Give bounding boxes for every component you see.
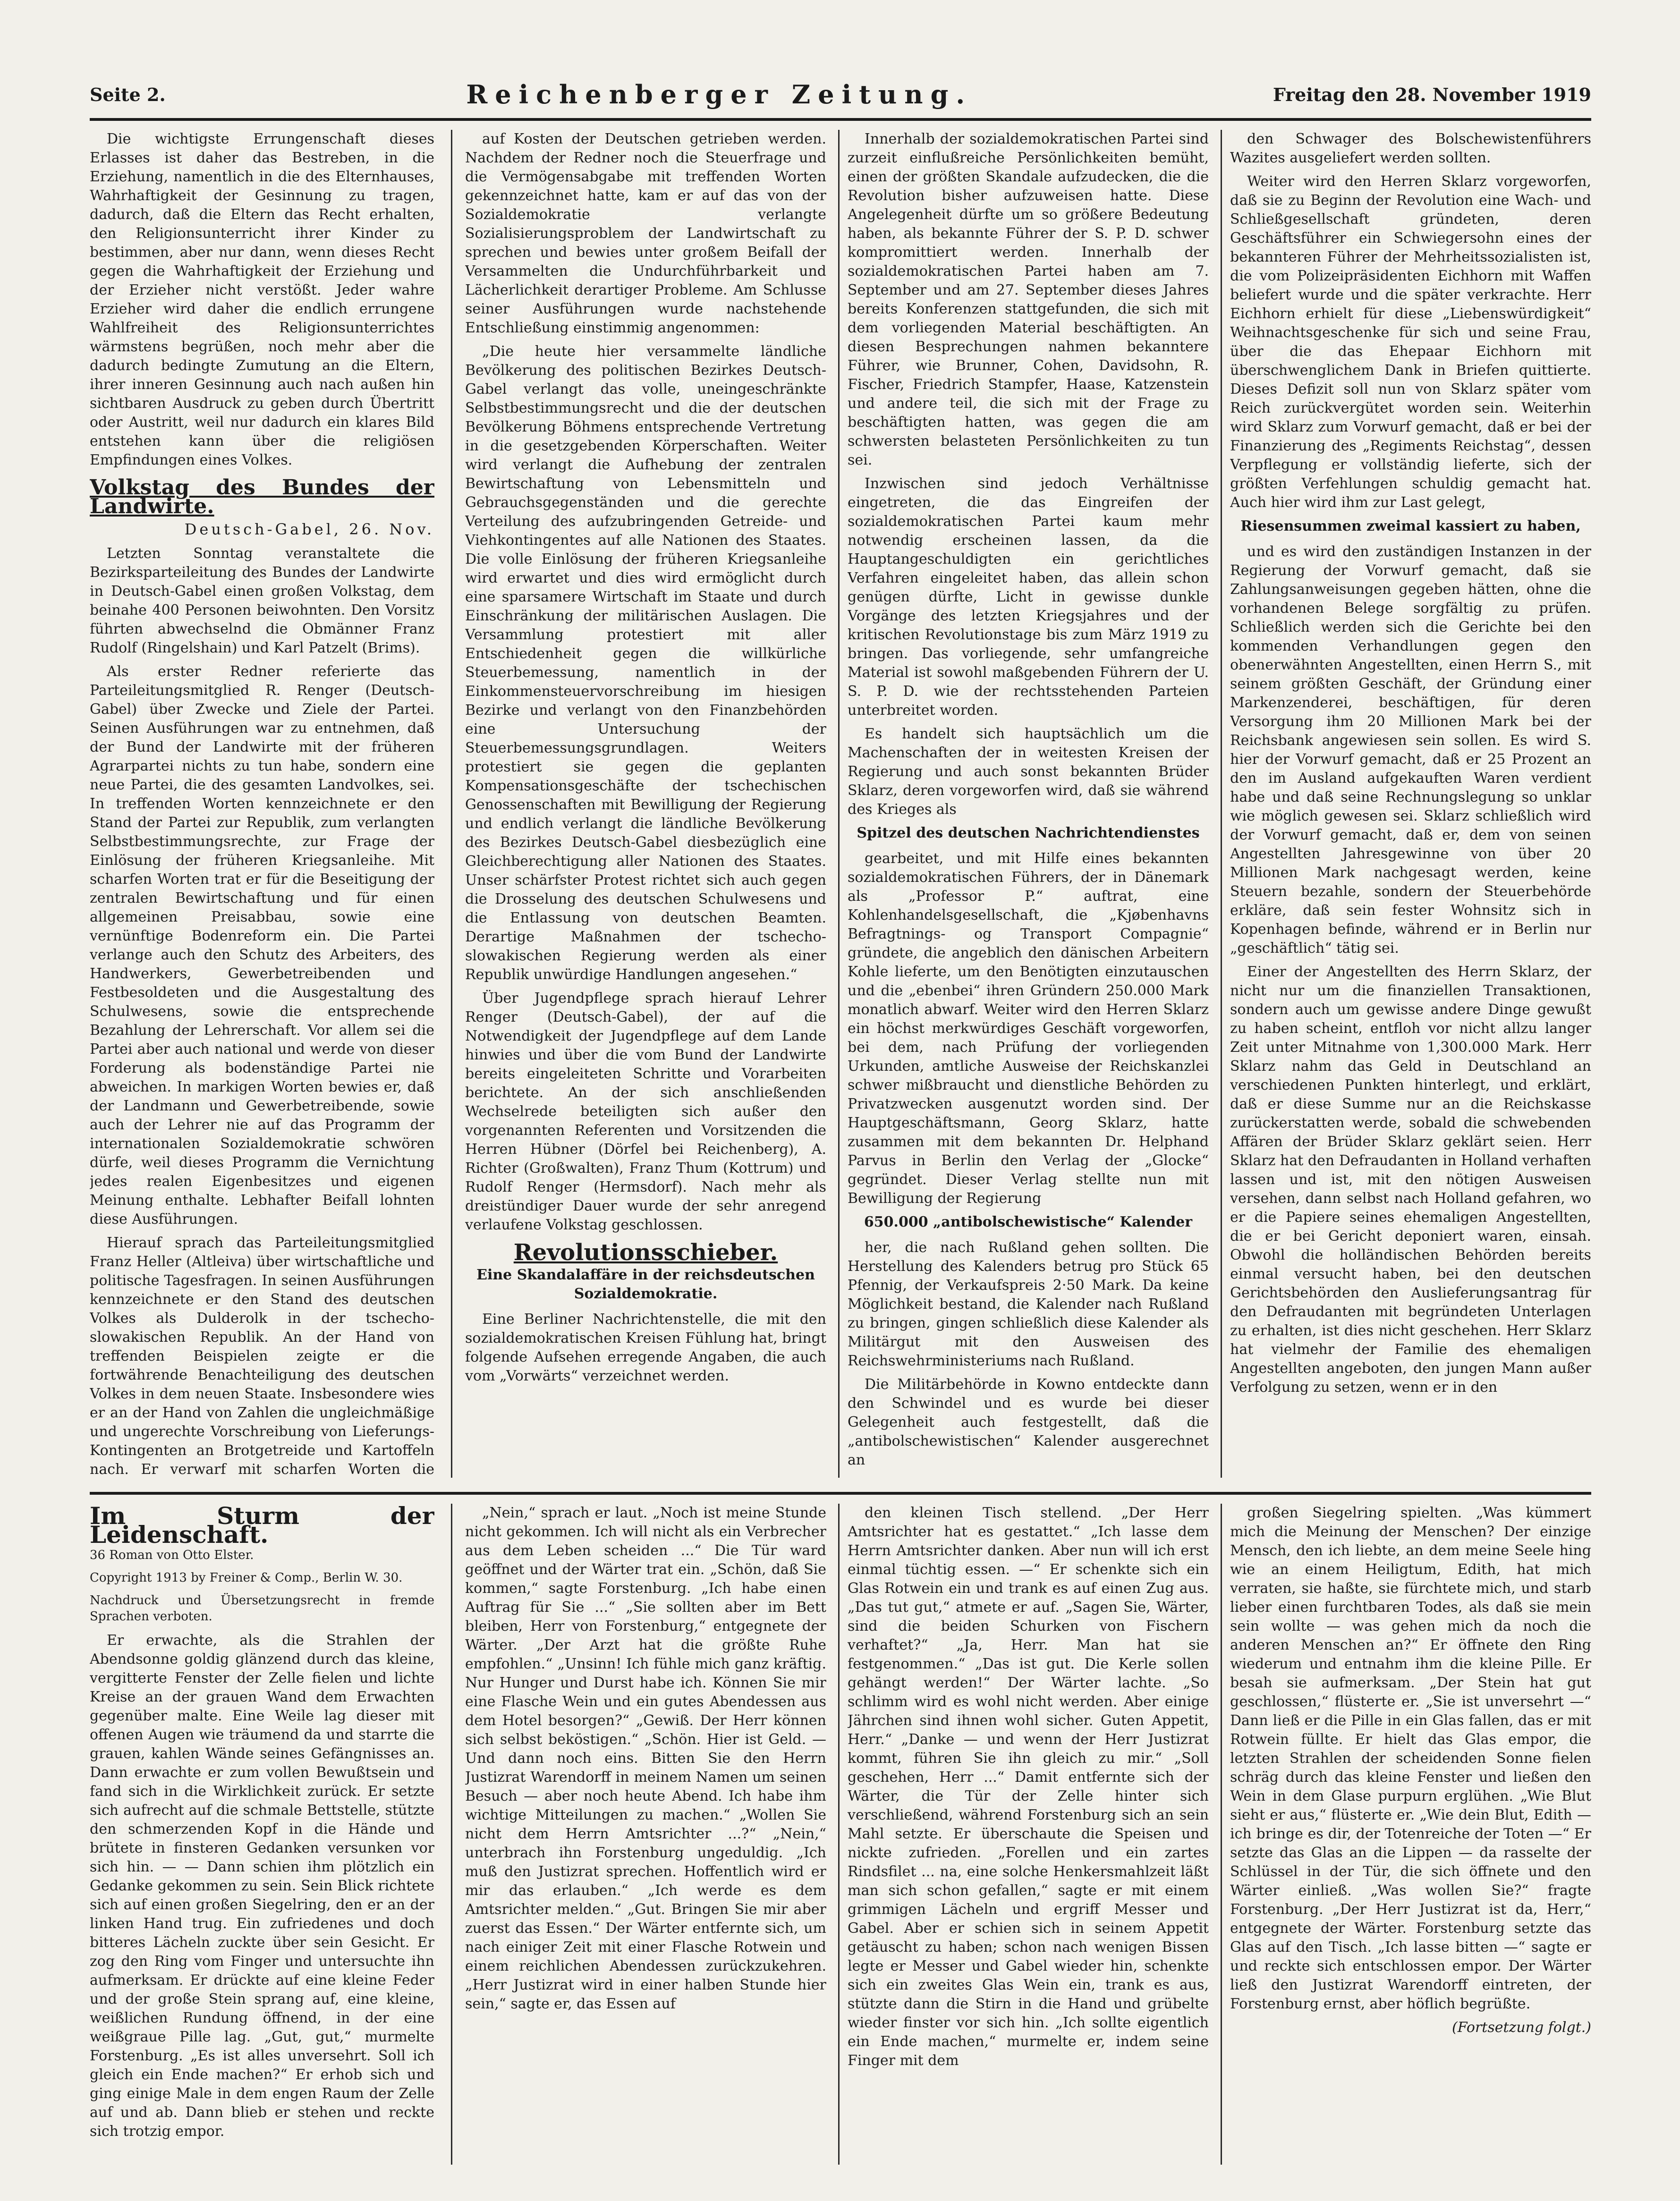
novel-text: großen Siegelring spielten. „Was kümmert mich die Meinung der Menschen? Der einzige Mensch, den ich liebte, an dem meine Seele hing wie an einem Heiligtum, Edith, hat mich verraten, sie haßte, sie fürchtete mich, und starb lieber einen furchtbaren Todes, als daß sie mein sein wollte — was gehen mich da noch die anderen Menschen an?“ Er öffnete den Ring wiederum und entnahm ihm die kleine Pille. Er besah sie aufmerksam. „Der Stein hat gut geschlossen,“ flüsterte er. „Sie ist unversehrt —“ Dann ließ er die Pille in ein Glas fallen, das er mit Rotwein füllte. Er hielt das Glas empor, die letzten Strahlen der scheidenden Sonne fielen schräg durch das kleine Fenster und ließen den Wein in dem Glase purpurn erglühen. „Wie Blut sieht er aus,“ flüsterte er. „Wie dein Blut, Edith — ich bringe es dir, der Totenreiche der Toten —“ Er setzte das Glas an die Lippen — da rasselte der Schlüssel in der Tür, die sich öffnete und den Wärter einließ. „Was wollen Sie?“ fragte Forstenburg. „Der Herr Justizrat ist da, Herr,“ entgegnete der Wärter. Forstenburg setzte das Glas auf den Tisch. „Ich lasse bitten —“ sagte er und reckte sich entschlossen empor. Der Wärter ließ den Justizrat Warendorff eintreten, der Forstenburg ernst, aber höflich begrüßte.	[1230, 1505, 1591, 2012]
article-paragraph: Innerhalb der sozialdemokratischen Partei sind zurzeit einflußreiche Persönlichkeiten bemüht, einen der größten Skandale aufzudecken, die die Revolution bisher aufzuweisen hatte. Diese Angelegenheit dürfte um so größere Bedeutung haben, als bekannte Führer der S. P. D. schwer kompromittiert werden. Innerhalb der sozialdemokratischen Partei haben am 7. September und am 27. September dieses Jahres bereits Konferenzen stattgefunden, die sich mit dem vorliegenden Material beschäftigten. An diesen Besprechungen nahmen bekanntere Führer, wie Brunner, Cohen, Davidsohn, R. Fischer, Friedrich Stampfer, Haase, Katzenstein und andere teil, die sich mit der Frage zu beschäftigten hatten, was gegen die am schwersten belasteten Persönlichkeiten zu tun sei.	[848, 131, 1209, 468]
article-paragraph: her, die nach Rußland gehen sollten. Die Herstellung des Kalenders betrug pro Stück 65 Pfennig, der Verkaufspreis 2·50 Mark. Da keine Möglichkeit bestand, die Kalender nach Rußland zu bringen, gingen schließlich diese Kalender als Militärgut mit den Ausweisen des Reichswehrministeriums nach Rußland.	[848, 1239, 1209, 1369]
novel-column-3	[848, 1504, 1209, 2165]
article-paragraph: Es handelt sich hauptsächlich um die Machenschaften der in weitesten Kreisen der Regierung und auch sonst bekannten Brüder Sklarz, deren vorgeworfen wird, daß sie während des Krieges als	[848, 726, 1209, 818]
novel-column-2	[465, 1504, 826, 2165]
novel-author: 36 Roman von Otto Elster.	[90, 1548, 254, 1562]
reprint-notice: Nachdruck und Übersetzungsrecht in fremde Sprachen verboten.	[90, 1593, 434, 1624]
column-divider	[838, 1504, 840, 2165]
article-paragraph: auf Kosten der Deutschen getrieben werden. Nachdem der Redner noch die Steuerfrage und die Vermögensabgabe mit treffenden Worten gekennzeichnet hatte, kam er auf das von der Sozialdemokratie verlangte Sozialisierungsproblem der Landwirtschaft zu sprechen und bewies unter großem Beifall der Versammelten die Undurchführbarkeit und Lächerlichkeit derartiger Probleme. Am Schlusse seiner Ausführungen wurde nachstehende Entschließung einstimmig angenommen:	[465, 131, 826, 336]
dateline: Deutsch-Gabel, 26. Nov.	[184, 520, 434, 538]
column-divider	[1221, 130, 1222, 1478]
article-subhead: Eine Skandalaffäre in der reichsdeutschen Sozialdemokratie.	[476, 1267, 815, 1302]
issue-date: Freitag den 28. November 1919	[1273, 84, 1591, 105]
article-paragraph: Über Jugendpflege sprach hierauf Lehrer Renger (Deutsch-Gabel), der auf die Notwendigkeit der Jugendpflege auf dem Lande hinwies und über die vom Bund der Landwirte bereits eingeleiteten Schritte und Vorarbeiten berichtete. An der sich anschließenden Wechselrede beteiligten sich außer den vorgenannten Referenten und Vorsitzenden die Herren Hübner (Dörfel bei Reichenberg), A. Richter (Großwalten), Franz Thum (Kottrum) und Rudolf Renger (Hermsdorf). Nach mehr als dreistündiger Dauer wurde der sehr anregend verlaufene Volkstag geschlossen.	[465, 990, 826, 1233]
column-divider	[838, 130, 840, 1478]
column-4	[1230, 130, 1591, 1478]
article-paragraph: Die wichtigste Errungenschaft dieses Erlasses ist daher das Bestreben, in die Erziehung, namentlich in die des Elternhauses, Wahrhaftigkeit der Gesinnung zu tragen, dadurch, daß die Eltern das Recht erhalten, den Religionsunterricht ihrer Kinder zu bestimmen, aber nur dann, wenn dieses Recht gegen die Wahrhaftigkeit der Erziehung und der Erzieher nicht verstößt. Jeder wahre Erzieher wird daher die endlich errungene Wahlfreiheit des Religionsunterrichtes wärmstens begrüßen, noch mehr aber die dadurch bedingte Zumutung an die Eltern, ihrer inneren Gesinnung auch nach außen hin sichtbaren Ausdruck zu geben durch Übertritt oder Austritt, weil nur dadurch ein klares Bild entstehen kann über die religiösen Empfindungen eines Volkes.	[90, 131, 434, 468]
article-paragraph: Inzwischen sind jedoch Verhältnisse eingetreten, die das Eingreifen der sozialdemokratischen Partei kaum mehr notwendig erscheinen lassen, da die Hauptangeschuldigten ein gerichtliches Verfahren eingeleitet haben, das allein schon genügen dürfte, Licht in gewisse dunkle Vorgänge des letzten Kriegsjahres und der kritischen Revolutionstage bis zum März 1919 zu bringen. Das vorliegende, sehr umfangreiche Material ist sowohl maßgebenden Führern der U. S. P. D. wie der rechtsstehenden Parteien unterbreitet worden.	[848, 475, 1209, 719]
article-paragraph: „Die heute hier versammelte ländliche Bevölkerung des politischen Bezirkes Deutsch-Gabel verlangt das volle, uneingeschränkte Selbstbestimmungsrecht und die der deutschen Bevölkerung Böhmens entsprechende Vertretung in die gesetzgebenden Körperschaften. Weiter wird verlangt die Aufhebung der zentralen Bewirtschaftung von Lebensmitteln und Gebrauchsgegenständen und die gerechte Verteilung des aufzubringenden Getreide- und Viehkontingentes auf alle Nationen des Staates. Die volle Einlösung der früheren Kriegsanleihe wird erwartet und dies wird ermöglicht durch eine sparsamere Wirtschaft im Staate und durch Einschränkung der militärischen Auslagen. Die Versammlung protestiert mit aller Entschiedenheit gegen die willkürliche Steuerbemessung, namentlich in der Einkommensteuervorschreibung im hiesigen Bezirke und verlangt von den Finanzbehörden eine Untersuchung der Steuerbemessungsgrundlagen. Weiters protestiert sie gegen die geplanten Kompensationsgeschäfte der tschechischen Genossenschaften mit Bewilligung der Regierung und endlich verlangt die ländliche Bevölkerung des Bezirkes Deutsch-Gabel diesbezüglich eine Gleichberechtigung aller Nationen des Staates. Unser schärfster Protest richtet sich auch gegen die Drosselung des deutschen Schulwesens und die Entlassung von deutschen Beamten. Derartige Maßnahmen der tschecho-slowakischen Regierung werden als einer Republik unwürdige Handlungen angesehen.“	[465, 343, 826, 983]
novel-text: „Nein,“ sprach er laut. „Noch ist meine Stunde nicht gekommen. Ich will nicht als ein Verbrecher aus dem Leben scheiden ...“ Die Tür ward geöffnet und der Wärter trat ein. „Schön, daß Sie kommen,“ sagte Forstenburg. „Ich habe einen Auftrag für Sie ...“ „Sie sollten aber im Bett bleiben, Herr von Forstenburg,“ entgegnete der Wärter. „Der Arzt hat die größte Ruhe empfohlen.“ „Unsinn! Ich fühle mich ganz kräftig. Nur Hunger und Durst habe ich. Können Sie mir eine Flasche Wein und ein gutes Abendessen aus dem Hotel besorgen?“ „Gewiß. Der Herr können sich selbst beköstigen.“ „Schön. Hier ist Geld. — Und dann noch eins. Bitten Sie den Herrn Justizrat Warendorff in meinem Namen um seinen Besuch — aber noch heute Abend. Ich habe ihm wichtige Mitteilungen zu machen.“ „Wollen Sie nicht dem Herrn Amtsrichter ...?“ „Nein,“ unterbrach ihn Forstenburg ungeduldig. „Ich muß den Justizrat sprechen. Hoffentlich wird er mir das erlauben.“ „Ich werde es dem Amtsrichter melden.“ „Gut. Bringen Sie mir aber zuerst das Essen.“ Der Wärter entfernte sich, um nach einiger Zeit mit einer Flasche Rotwein und einem reichlichen Abendessen zurückzukehren. „Herr Justizrat wird in einer halben Stunde hier sein,“ sagte er, das Essen auf	[465, 1505, 826, 2012]
column-2	[465, 130, 826, 1478]
article-paragraph: Weiter wird den Herren Sklarz vorgeworfen, daß sie zu Beginn der Revolution eine Wach- und Schließgesellschaft gründeten, deren Geschäftsführer ein Schwiegersohn eines der bekannteren Führer der Mehrheitssozialisten ist, die vom Polizeipräsidenten Eichhorn mit Waffen beliefert wurde und die später verkrachte. Herr Eichhorn erhielt für diese „Liebenswürdigkeit“ Weihnachtsgeschenke für sich und seine Frau, über die das Ehepaar Eichhorn mit überschwenglichem Dank in Briefen quittierte. Dieses Defizit soll nun von Sklarz später vom Reich zurückvergütet worden sein. Weiterhin wird Sklarz zum Vorwurf gemacht, daß er bei der Finanzierung des „Regiments Reichstag“, dessen Verpflegung er vollständig lieferte, sich der größten Verfehlungen schuldig gemacht hat. Auch hier wird ihm zur Last gelegt,	[1230, 173, 1591, 511]
section-subhead: 650.000 „antibolschewistische“ Kalender	[864, 1214, 1193, 1230]
page-header	[90, 71, 1591, 121]
article-title: Revolutionsschieber.	[513, 1239, 778, 1266]
article-paragraph: gearbeitet, und mit Hilfe eines bekannten sozialdemokratischen Führers, der in Dänemark als „Professor P.“ auftrat, eine Kohlenhandelsgesellschaft, die „Kjøbenhavns Befragtnings- og Transport Compagnie“ gründete, die angeblich den dänischen Arbeitern Kohle lieferte, um den Benötigten einzutauschen und die „ebenbei“ ihren Gründern 250.000 Mark monatlich abwarf. Weiter wird den Herren Sklarz ein höchst merkwürdiges Geschäft vorgeworfen, bei dem, nach Prüfung der vorliegenden Urkunden, amtliche Ausweise der Reichskanzlei schwer mißbraucht und dienstliche Behörden zu Privatzwecken ausgenutzt worden sind. Der Hauptgeschäftsmann, Georg Sklarz, hatte zusammen mit dem bekannten Dr. Helphand Parvus in Berlin den Verlag der „Glocke“ gegründet. Dieser Verlag stellte nun mit Bewilligung der Regierung	[848, 850, 1209, 1207]
copyright-line: Copyright 1913 by Freiner & Comp., Berlin W. 30.	[90, 1571, 403, 1585]
article-paragraph: Die Militärbehörde in Kowno entdeckte dann den Schwindel und es wurde bei dieser Gelegenheit auch festgestellt, daß die „antibolschewistischen“ Kalender ausgerechnet an	[848, 1376, 1209, 1468]
column-3	[848, 130, 1209, 1478]
novel-text: Er erwachte, als die Strahlen der Abendsonne goldig glänzend durch das kleine, vergitterte Fenster der Zelle fielen und lichte Kreise an der grauen Wand dem Erwachten gegenüber malte. Eine Weile lag dieser mit offenen Augen wie träumend da und starrte die grauen, kahlen Wände seines Gefängnisses an. Dann erwachte er zum vollen Bewußtsein und fand sich in die Wirklichkeit zurück. Er setzte sich aufrecht auf die schmale Bettstelle, stützte den schmerzenden Kopf in die Hände und brütete in finsteren Gedanken versunken vor sich hin. — — Dann schien ihm plötzlich ein Gedanke gekommen zu sein. Sein Blick richtete sich auf einen großen Siegelring, den er an der linken Hand trug. Ein zufriedenes und doch bitteres Lächeln zuckte über sein Gesicht. Er zog den Ring vom Finger und untersuchte ihn aufmerksam. Er drückte auf eine kleine Feder und der große Stein sprang auf, eine kleine, weißlichen Rundung öffnend, in der eine weißgraue Pille lag. „Gut, gut,“ murmelte Forstenburg. „Es ist alles unversehrt. Soll ich gleich ein Ende machen?“ Er erhob sich und ging einige Male in dem engen Raum der Zelle auf und ab. Dann blieb er stehen und reckte sich trotzig empor.	[90, 1632, 434, 2140]
novel-text: den kleinen Tisch stellend. „Der Herr Amtsrichter hat es gestattet.“ „Ich lasse dem Herrn Amtsrichter danken. Aber nun will ich erst einmal tüchtig essen. —“ Er schenkte sich ein Glas Rotwein ein und trank es auf einen Zug aus. „Das tut gut,“ atmete er auf. „Sagen Sie, Wärter, sind die beiden Schurken von Fischern verhaftet?“ „Ja, Herr. Man hat sie festgenommen.“ „Das ist gut. Die Kerle sollen gehängt werden!“ Der Wärter lachte. „So schlimm wird es wohl nicht werden. Aber einige Jährchen sind ihnen wohl sicher. Guten Appetit, Herr.“ „Danke — und wenn der Herr Justizrat kommt, führen Sie ihn gleich zu mir.“ „Soll geschehen, Herr ...“ Damit entfernte sich der Wärter, die Tür der Zelle hinter sich verschließend, während Forstenburg sich an sein Mahl setzte. Er überschaute die Speisen und nickte zufrieden. „Forellen und ein zartes Rindsfilet ... na, eine solche Henkersmahlzeit läßt man sich schon gefallen,“ sagte er mit einem grimmigen Lächeln und ergriff Messer und Gabel. Aber er schien sich in seinem Appetit getäuscht zu haben; schon nach wenigen Bissen legte er Messer und Gabel wieder hin, schenkte sich ein zweites Glas Wein ein, trank es aus, stützte dann die Stirn in die Hand und grübelte wieder finster vor sich hin. „Ich sollte eigentlich ein Ende machen,“ murmelte er, indem seine Finger mit dem	[848, 1505, 1209, 2069]
section-subhead: Spitzel des deutschen Nachrichtendienstes	[857, 825, 1200, 841]
feuilleton-divider	[90, 1492, 1591, 1495]
article-title: Volkstag des Bundes der Landwirte.	[90, 475, 434, 518]
article-paragraph: Eine Berliner Nachrichtenstelle, die mit den sozialdemokratischen Kreisen Fühlung hat, bringt folgende Aufsehen erregende Angaben, die auch vom „Vorwärts“ verzeichnet werden.	[465, 1311, 826, 1384]
page-number: Seite 2.	[90, 84, 166, 105]
article-paragraph: Letzten Sonntag veranstaltete die Bezirksparteileitung des Bundes der Landwirte in Deutsch-Gabel einen großen Volkstag, dem beinahe 400 Personen beiwohnten. Den Vorsitz führten abwechselnd die Obmänner Franz Rudolf (Ringelshain) und Karl Patzelt (Brims).	[90, 545, 434, 656]
article-paragraph: und es wird den zuständigen Instanzen in der Regierung der Vorwurf gemacht, daß sie Zahlungsanweisungen gegeben hätten, ohne die vorhandenen Belege sorgfältig zu prüfen. Schließlich werden sich die Gerichte bei den kommenden Verhandlungen gegen den obenerwähnten Angestellten, einen Herrn S., mit seinem größten Geschäft, der Gründung einer Markenzenderei, beschäftigen, für deren Versorgung ihm 20 Millionen Mark bei der Reichsbank angewiesen sein sollen. Es wird S. hier der Vorwurf gemacht, daß er 25 Prozent an den im Ausland aufgekauften Waren verdient habe und daß seine Rechnungslegung so unklar wie möglich gewesen sei. Sklarz schließlich wird der Vorwurf gemacht, daß er, dem von seinen Angestellten Jahresgewinne von über 20 Millionen Mark nachgesagt werden, keine Steuern bezahle, sondern der Steuerbehörde erkläre, daß sein fester Wohnsitz sich in Kopenhagen befinde, während er in Berlin nur „geschäftlich“ tätig sei.	[1230, 543, 1591, 957]
column-1	[90, 130, 434, 1478]
novel-column-4	[1230, 1504, 1591, 2165]
novel-column-1	[90, 1504, 434, 2165]
article-paragraph: den Schwager des Bolschewistenführers Wazites ausgeliefert werden sollten.	[1230, 131, 1591, 166]
column-divider	[451, 1504, 452, 2165]
article-paragraph: Einer der Angestellten des Herrn Sklarz, der nicht nur um die finanziellen Transaktionen, sondern auch um gewisse andere Dinge gewußt zu haben scheint, entfloh vor nicht allzu langer Zeit unter Mitnahme von 1,300.000 Mark. Herr Sklarz nahm das Geld in Deutschland an verschiedenen Punkten hinterlegt, und erklärt, daß er diese Summe nur an die Reichskasse zurückerstatten werde, sobald die schwebenden Affären der Brüder Sklarz geklärt seien. Herr Sklarz hat den Defraudanten in Holland verhaften lassen und ist, mit den nötigen Ausweisen versehen, dann selbst nach Holland gefahren, wo er die Papiere seines ehemaligen Angestellten, die er bei Gericht deponiert waren, einsah. Obwohl die holländischen Behörden bereits einmal versucht haben, bei den deutschen Gerichtsbehörden den Auslieferungsantrag für den Defraudanten mit begründeten Unterlagen zu erhalten, ist dies nicht geschehen. Herr Sklarz hat vielmehr der Familie des ehemaligen Angestellten angeboten, den jungen Mann außer Verfolgung zu setzen, wenn er in den	[1230, 964, 1591, 1396]
article-paragraph: Hierauf sprach das Parteileitungsmitglied Franz Heller (Altleiva) über wirtschaftliche und politische Tagesfragen. In seinen Ausführungen kennzeichnete er den Stand des deutschen Volkes als Dulderolk in der tschecho-slowakischen Republik. An der Hand von treffenden Beispielen zeigte er die fortwährende Benachteiligung des deutschen Volkes in dem neuen Staate. Insbesondere wies er an der Hand von Zahlen die ungleichmäßige und ungerechte Vorschreibung von Lieferungs-Kontingenten an Brotgetreide und Kartoffeln nach. Er verwarf mit scharfen Worten die	[90, 1235, 434, 1478]
section-subhead: Riesensummen zweimal kassiert zu haben,	[1240, 518, 1581, 534]
novel-title: Im Sturm der Leidenschaft.	[90, 1504, 434, 1549]
article-paragraph: Als erster Redner referierte das Parteileitungsmitglied R. Renger (Deutsch-Gabel) über Zwecke und Ziele der Partei. Seinen Ausführungen war zu entnehmen, daß der Bund der Landwirte mit der früheren Agrarpartei nichts zu tun habe, sondern eine neue Partei, die des gesamten Landvolkes, sei. In treffenden Worten kennzeichnete er den Stand der Partei zur Republik, zum verlangten Selbstbestimmungsrechte, zur Frage der Einlösung der früheren Kriegsanleihe. Mit scharfen Worten trat er für die Beseitigung der zentralen Bewirtschaftung und für einen allgemeinen Preisabbau, sowie eine vernünftige Bodenreform ein. Die Partei verlange auch den Schutz des Arbeiters, des Handwerkers, Gewerbetreibenden und Festbesoldeten und die Ausgestaltung des Schulwesens, sowie die entsprechende Bezahlung der Lehrerschaft. Vor allem sei die Partei aber auch national und werde von dieser Forderung als bodenständige Partei nie abweichen. In markigen Worten bewies er, daß der Landmann und Gewerbetreibende, sowie auch der Lehrer nie auf das Programm der internationalen Sozialdemokratie schwören dürfe, weil dieses Programm die Vernichtung jedes realen Eigenbesitzes und eigenen Meinung enthalte. Lebhafter Beifall lohnten diese Ausführungen.	[90, 663, 434, 1227]
column-divider	[1221, 1504, 1222, 2165]
masthead-title: Reichenberger Zeitung.	[466, 79, 973, 110]
continuation-note: (Fortsetzung folgt.)	[1452, 2019, 1591, 2036]
column-divider	[451, 130, 452, 1478]
